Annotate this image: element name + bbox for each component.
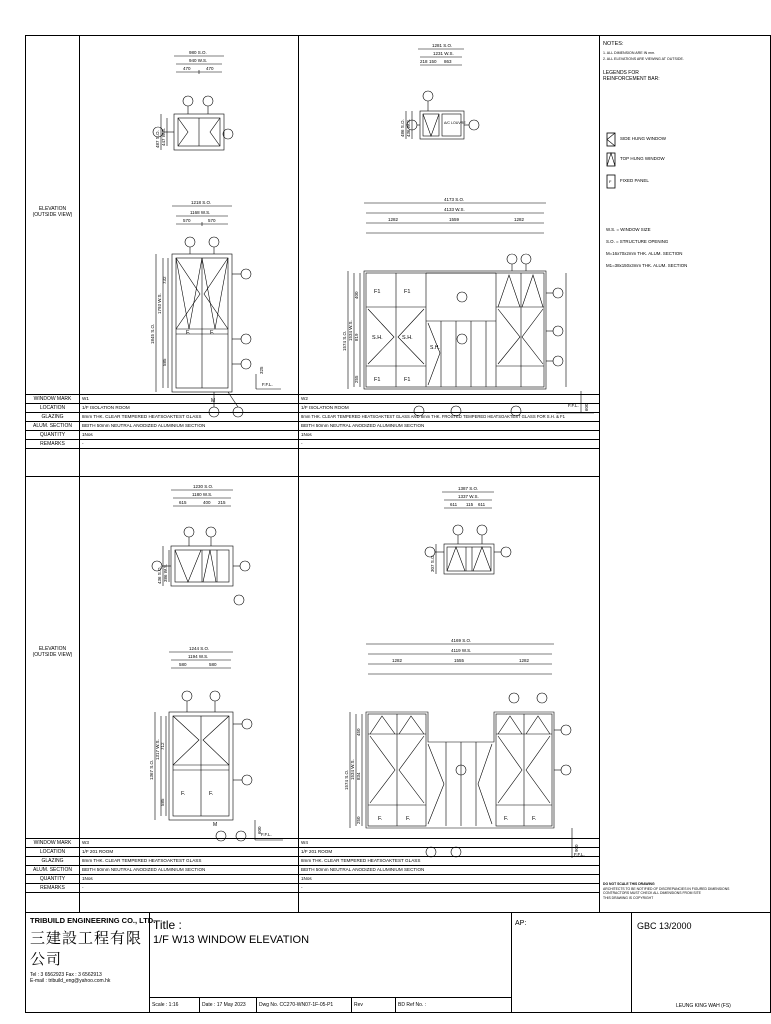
- svg-text:F.F.L.: F.F.L.: [261, 832, 272, 837]
- company-contact: Tel : 3 6562923 Fax : 3 6562913: [30, 972, 102, 978]
- w1-quantity: 1Nos: [82, 432, 93, 437]
- w2-remarks: -: [301, 441, 303, 446]
- mullion-label: M: [211, 398, 216, 404]
- svg-text:1180 W.S.: 1180 W.S.: [192, 492, 213, 497]
- svg-text:F.: F.: [209, 791, 214, 797]
- svg-text:307 S.O.: 307 S.O.: [430, 554, 435, 572]
- legend-heading-2: REINFORCEMENT BAR:: [603, 76, 660, 82]
- svg-text:F.F.L.: F.F.L.: [574, 852, 585, 857]
- legend-label: SIDE HUNG WINDOW: [620, 136, 666, 141]
- w1-main-ws: 1168 W.S.: [190, 210, 211, 215]
- svg-text:1367 S.O.: 1367 S.O.: [149, 759, 154, 780]
- svg-text:1337 W.S.: 1337 W.S.: [458, 494, 479, 499]
- svg-text:325: 325: [259, 366, 264, 374]
- svg-text:1282: 1282: [388, 217, 399, 222]
- label-alum-section: ALUM. SECTION: [33, 867, 72, 873]
- svg-text:486 S.O.: 486 S.O.: [400, 119, 405, 137]
- svg-text:115: 115: [466, 502, 474, 507]
- svg-text:218: 218: [420, 59, 428, 64]
- w3-location: 1/F 201 ROOM: [82, 849, 114, 854]
- label-location: LOCATION: [39, 405, 66, 411]
- w2-quantity: 1Nos: [301, 432, 312, 437]
- w4-section: BEITH 50mm NEUTRAL ANODIZED ALUMINIUM SECTION: [301, 867, 425, 872]
- svg-text:1793 W.S.: 1793 W.S.: [157, 293, 162, 314]
- top-hung-icon: [606, 152, 618, 168]
- legend-fixed-panel: [606, 174, 649, 195]
- w4-location: 1/F 201 ROOM: [301, 849, 333, 854]
- drawing-title: 1/F W13 WINDOW ELEVATION: [153, 934, 310, 946]
- svg-text:1559: 1559: [449, 217, 460, 222]
- legend-side-hung: [606, 132, 666, 153]
- svg-text:250: 250: [356, 816, 361, 824]
- svg-text:1282: 1282: [519, 658, 530, 663]
- svg-text:4119 W.S.: 4119 W.S.: [451, 648, 472, 653]
- company-name-zh: 三建設工程有限公司: [30, 929, 143, 968]
- svg-text:585: 585: [160, 798, 165, 806]
- ap-label: AP:: [515, 920, 527, 927]
- svg-text:S.H.: S.H.: [402, 335, 413, 341]
- elevation-label-lower: ELEVATION (OUTSIDE VIEW): [32, 646, 73, 658]
- svg-text:1282: 1282: [514, 217, 525, 222]
- svg-text:386 W.S.: 386 W.S.: [163, 563, 168, 582]
- svg-text:150: 150: [429, 59, 437, 64]
- w4-quantity: 1Nos: [301, 876, 312, 881]
- title-label: Title :: [153, 918, 182, 932]
- svg-text:615: 615: [179, 500, 187, 505]
- svg-text:447 W.S.: 447 W.S.: [161, 127, 166, 146]
- svg-text:1387 S.O.: 1387 S.O.: [458, 486, 479, 491]
- abbr-line: M1=38x150x3mm THK. ALUM. SECTION: [606, 263, 688, 268]
- fixed-label: F.: [186, 330, 191, 336]
- label-remarks: REMARKS: [40, 441, 65, 447]
- w1-top-so: 980 S.O.: [189, 50, 207, 55]
- label-glazing: GLAZING: [41, 414, 64, 420]
- w1-elevation: [116, 44, 296, 404]
- svg-text:900: 900: [574, 844, 579, 852]
- svg-text:1845 S.O.: 1845 S.O.: [150, 323, 155, 344]
- fixed-label: F.: [210, 330, 215, 336]
- svg-text:1574 S.O.: 1574 S.O.: [342, 330, 347, 351]
- w1-top-ws: 940 W.S.: [189, 58, 208, 63]
- notes-heading: NOTES:: [603, 41, 624, 47]
- label-quantity: QUANTITY: [39, 432, 66, 438]
- abbreviations: [606, 224, 687, 272]
- svg-text:732: 732: [162, 276, 167, 284]
- w3-mark: W3: [82, 840, 89, 845]
- svg-text:1231 W.S.: 1231 W.S.: [433, 51, 454, 56]
- svg-text:1555: 1555: [454, 658, 465, 663]
- svg-text:M: M: [213, 822, 218, 828]
- w2-location: 1/F ISOLATION ROOM: [301, 405, 349, 410]
- svg-text:819: 819: [354, 333, 359, 341]
- svg-text:F1: F1: [374, 377, 381, 383]
- svg-text:834: 834: [356, 772, 361, 780]
- svg-text:611: 611: [450, 502, 458, 507]
- label-quantity: QUANTITY: [39, 876, 66, 882]
- svg-text:1534 W.S.: 1534 W.S.: [348, 320, 353, 341]
- bd-ref: BD Ref No. :: [398, 1002, 427, 1008]
- svg-text:570: 570: [208, 218, 216, 223]
- ac-louvre-label: A/C LOUVRE: [444, 121, 466, 125]
- svg-text:400: 400: [354, 291, 359, 299]
- label-location: LOCATION: [39, 849, 66, 855]
- svg-text:1230 S.O.: 1230 S.O.: [193, 484, 214, 489]
- note-line: 2. ALL ELEVATIONS ARE VIEWING AT OUTSIDE.: [603, 57, 684, 61]
- revision: Rev: [354, 1002, 363, 1008]
- svg-text:400: 400: [203, 500, 211, 505]
- w4-mark: W4: [301, 840, 308, 845]
- svg-text:4169 S.O.: 4169 S.O.: [451, 638, 472, 643]
- signature: LEUNG KING WAH (FS): [676, 1003, 731, 1009]
- elevation-label-upper: ELEVATION (OUTSIDE VIEW): [32, 206, 73, 218]
- svg-text:863: 863: [444, 59, 452, 64]
- svg-text:1317 W.S.: 1317 W.S.: [155, 739, 160, 760]
- legend-label: FIXED PANEL: [620, 178, 649, 183]
- svg-text:F.: F.: [181, 791, 186, 797]
- svg-text:F.F.L.: F.F.L.: [262, 382, 273, 387]
- svg-text:1574 S.O.: 1574 S.O.: [344, 769, 349, 790]
- w3-glazing: 8mm THK. CLEAR TEMPERED HEATSOAKTEST GLASS: [82, 858, 202, 863]
- company-block: [30, 916, 156, 984]
- disclaimer: DO NOT SCALE THIS DRAWING ARCHITECTS TO BE NOTIFIED OF DISCREPANCIES IN FIGURED DIMENSIONS CONTRACTORS MUST CHECK ALL DIMENSIONS FROM SITE THIS DRAWING IS COPYRIGHT: [603, 882, 730, 900]
- schedule-upper: [26, 394, 599, 475]
- side-hung-icon: [606, 132, 618, 148]
- w1-glazing: 8mm THK. CLEAR TEMPERED HEATSOAKTEST GLASS: [82, 414, 202, 419]
- date: Date : 17 May 2023: [202, 1002, 246, 1008]
- svg-text:255: 255: [354, 375, 359, 383]
- drawing-code: GBC 13/2000: [637, 921, 692, 931]
- w1-section: BEITH 50mm NEUTRAL ANODIZED ALUMINIUM SECTION: [82, 423, 206, 428]
- notes-column-divider: [599, 36, 600, 912]
- legend-top-hung: [606, 152, 665, 173]
- svg-text:4133 W.S.: 4133 W.S.: [444, 207, 465, 212]
- w2-glazing: 8mm THK. CLEAR TEMPERED HEATSOAKTEST GLASS AND 8mm THK. FROSTED TEMPERED HEATSOAKTEST GLASS FOR S.H. & F1: [301, 414, 565, 419]
- fixed-panel-icon: [606, 174, 618, 190]
- svg-text:712: 712: [160, 742, 165, 750]
- w1-remarks: -: [82, 441, 84, 446]
- company-name: TRIBUILD ENGINEERING CO., LTD.: [30, 916, 156, 925]
- note-line: 1. ALL DIMENSION ARE IN mm.: [603, 51, 656, 55]
- legend-heading: LEGENDS FOR: [603, 70, 639, 76]
- svg-text:570: 570: [183, 218, 191, 223]
- svg-text:F1: F1: [374, 289, 381, 295]
- label-alum-section: ALUM. SECTION: [33, 423, 72, 429]
- legend-label: TOP HUNG WINDOW: [620, 156, 665, 161]
- abbr-line: M=16x70x2mm THK. ALUM. SECTION: [606, 251, 683, 256]
- svg-text:F.: F.: [406, 816, 411, 822]
- svg-text:215: 215: [218, 500, 226, 505]
- w2-mark: W2: [301, 396, 308, 401]
- w2-section: BEITH 50mm NEUTRAL ANODIZED ALUMINIUM SECTION: [301, 423, 425, 428]
- svg-text:580: 580: [179, 662, 187, 667]
- abbr-line: W.S. = WINDOW SIZE: [606, 227, 651, 232]
- w1-location: 1/F ISOLATION ROOM: [82, 405, 130, 410]
- svg-text:1244 S.O.: 1244 S.O.: [189, 646, 210, 651]
- svg-text:1281 S.O.: 1281 S.O.: [432, 43, 453, 48]
- svg-text:600: 600: [584, 403, 589, 411]
- svg-text:585: 585: [162, 358, 167, 366]
- svg-text:S.H.: S.H.: [372, 335, 383, 341]
- svg-text:F.: F.: [504, 816, 509, 822]
- svg-text:F: F: [609, 179, 612, 184]
- svg-text:F.: F.: [532, 816, 537, 822]
- svg-text:600: 600: [257, 826, 262, 834]
- svg-text:450: 450: [356, 728, 361, 736]
- svg-text:436 S.O.: 436 S.O.: [157, 566, 162, 584]
- w3-section: BEITH 50mm NEUTRAL ANODIZED ALUMINIUM SECTION: [82, 867, 206, 872]
- svg-text:580: 580: [209, 662, 217, 667]
- svg-text:1194 W.S.: 1194 W.S.: [188, 654, 209, 659]
- svg-text:436 W.S.: 436 W.S.: [406, 118, 411, 137]
- svg-text:611: 611: [478, 502, 486, 507]
- svg-text:F1: F1: [404, 377, 411, 383]
- svg-text:1282: 1282: [392, 658, 403, 663]
- notes-panel: [603, 41, 768, 82]
- svg-text:487 S.O.: 487 S.O.: [155, 130, 160, 148]
- label-window-mark: WINDOW MARK: [33, 396, 72, 402]
- w1-mark: W1: [82, 396, 89, 401]
- drawing-sheet: [25, 35, 771, 1013]
- label-window-mark: WINDOW MARK: [33, 840, 72, 846]
- w3-quantity: 1Nos: [82, 876, 93, 881]
- w3-elevation: [121, 480, 296, 835]
- w4-glazing: 8mm THK. CLEAR TEMPERED HEATSOAKTEST GLASS: [301, 858, 421, 863]
- svg-text:470: 470: [206, 66, 214, 71]
- abbr-line: S.O. = STRUCTURE OPENING: [606, 239, 669, 244]
- title-area: [153, 918, 309, 946]
- scale: Scale : 1:16: [152, 1002, 179, 1008]
- svg-text:470: 470: [183, 66, 191, 71]
- schedule-lower: [26, 838, 599, 912]
- w1-main-so: 1218 S.O.: [191, 200, 212, 205]
- w3-remarks: -: [82, 885, 84, 890]
- svg-text:S.H.: S.H.: [430, 345, 440, 351]
- svg-text:F.: F.: [378, 816, 383, 822]
- w4-remarks: -: [301, 885, 303, 890]
- company-email: E-mail : tribuild_eng@yahoo.com.hk: [30, 978, 111, 984]
- svg-text:1534 W.S.: 1534 W.S.: [350, 759, 355, 780]
- svg-text:4173 S.O.: 4173 S.O.: [444, 197, 465, 202]
- svg-text:F1: F1: [404, 289, 411, 295]
- svg-text:F.F.L.: F.F.L.: [568, 403, 579, 408]
- label-remarks: REMARKS: [40, 885, 65, 891]
- label-glazing: GLAZING: [41, 858, 64, 864]
- drawing-number: Dwg No. CC270-WN07-1F-05-P1: [259, 1002, 334, 1008]
